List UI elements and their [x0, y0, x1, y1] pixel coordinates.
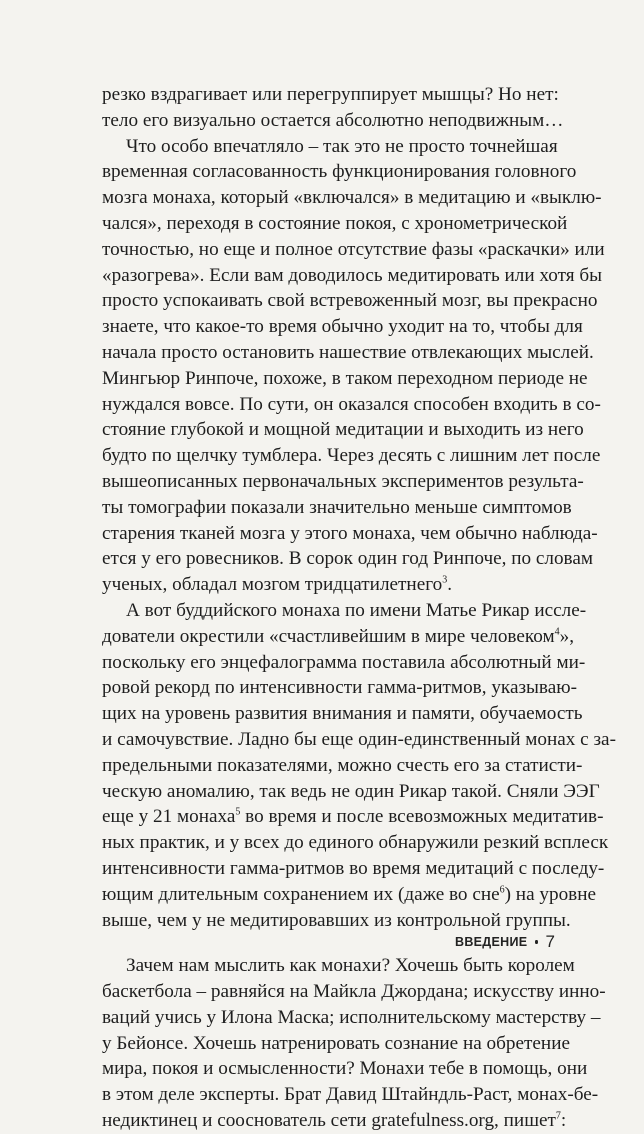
paragraph-3: [102, 598, 616, 933]
page-footer: [455, 932, 555, 952]
text-line: просто успокаивать свой встревоженный мозг, вы прекрасно: [102, 290, 598, 312]
text-line: мира, покоя и осмысленности? Монахи тебе в помощь, они: [102, 1058, 588, 1080]
text-line: ческую аномалию, так ведь не один Рикар такой. Сняли ЭЭГ: [102, 780, 600, 802]
text-line: тело его визуально остается абсолютно неподвижным…: [102, 109, 564, 131]
text-line: и самочувствие. Ладно бы еще один-единственный монах с за-: [102, 728, 616, 750]
text-line: щих на уровень развития внимания и памяти, обучаемость: [102, 703, 583, 725]
text-line: А вот буддийского монаха по имени Матье Рикар иссле-: [126, 599, 587, 621]
paragraph-1-continued: [102, 82, 564, 134]
footnote-ref-5: 5: [235, 806, 241, 818]
line-text: во время и после всевозможных медитатив-: [240, 806, 604, 828]
line-text: ученых, обладал мозгом тридцатилетнего: [102, 574, 443, 596]
text-line: вышеописанных первоначальных экспериментов результа-: [102, 470, 584, 492]
line-text: дователи окрестили «счастливейшим в мире человеком: [102, 625, 555, 647]
bullet-separator: [535, 940, 537, 944]
text-line: будто по щелчку тумблера. Через десять с лишним лет после: [102, 445, 601, 467]
text-line: [102, 882, 597, 908]
text-line: интенсивности гамма-ритмов во время медитаций с последу-: [102, 857, 605, 879]
text-line: начала просто остановить нашествие отвлекающих мыслей.: [102, 341, 594, 363]
footnote-ref-4: 4: [554, 626, 560, 638]
text-line: [102, 624, 574, 650]
text-line: поскольку его энцефалограмма поставила абсолютный ми-: [102, 651, 586, 673]
text-line: мозга монаха, который «включался» в медитацию и «выклю-: [102, 187, 602, 209]
line-text: .: [447, 574, 452, 596]
text-line: предельными показателями, можно счесть его за статисти-: [102, 754, 583, 776]
text-line: «разогрева». Если вам доводилось медитировать или хотя бы: [102, 264, 603, 286]
line-text: »,: [559, 625, 574, 647]
text-line: нуждался вовсе. По сути, он оказался способен входить в со-: [102, 393, 601, 415]
body-text: [102, 82, 616, 1134]
text-line: ных практик, и у всех до единого обнаружили резкий всплеск: [102, 832, 609, 854]
text-line: старения тканей мозга у этого монаха, чем обычно наблюда-: [102, 522, 598, 544]
text-line: баскетбола – равняйся на Майкла Джордана; искусству инно-: [102, 981, 606, 1003]
page-number: 7: [545, 932, 555, 951]
footnote-ref-3: 3: [442, 574, 448, 586]
text-line: [102, 804, 604, 830]
text-line: ты томографии показали значительно меньше симптомов: [102, 496, 572, 518]
text-line: ровой рекорд по интенсивности гамма-ритмов, указываю-: [102, 677, 577, 699]
text-line: Что особо впечатляло – так это не просто точнейшая: [126, 135, 558, 157]
paragraph-4: [102, 953, 606, 1134]
text-line: резко вздрагивает или перегруппирует мышцы? Но нет:: [102, 84, 559, 105]
line-text: :: [560, 1110, 567, 1132]
line-text: недиктинец и сооснователь сети gratefulness.org, пишет: [102, 1110, 556, 1132]
text-line: стояние глубокой и мощной медитации и выходить из него: [102, 419, 584, 441]
footnote-ref-6: 6: [499, 884, 505, 896]
text-line: [102, 572, 554, 598]
footnote-ref-7: 7: [555, 1110, 561, 1122]
paragraph-2: [102, 134, 605, 598]
text-line: у Бейонсе. Хочешь натренировать сознание на обретение: [102, 1032, 570, 1054]
line-text: ) на уровне: [504, 883, 597, 905]
text-line: знаете, что какое-то время обычно уходит на то, чтобы для: [102, 316, 583, 338]
text-line: временная согласованность функционирования головного: [102, 161, 577, 183]
text-line: ваций учись у Илона Маска; исполнительскому мастерству –: [102, 1006, 601, 1028]
running-head: ВВЕДЕНИЕ: [455, 935, 528, 949]
text-line: [102, 1108, 567, 1134]
text-line: в этом деле эксперты. Брат Давид Штайндль-Раст, монах-бе-: [102, 1084, 599, 1106]
text-line: точностью, но еще и полное отсутствие фазы «раскачки» или: [102, 238, 605, 260]
text-line: ется у его ровесников. В сорок один год Ринпоче, по словам: [102, 548, 594, 570]
line-text: еще у 21 монаха: [102, 806, 236, 828]
text-line: выше, чем у не медитировавших из контрольной группы.: [102, 909, 571, 931]
text-line: Мингьюр Ринпоче, похоже, в таком переходном периоде не: [102, 367, 588, 389]
line-text: ющим длительным сохранением их (даже во сне: [102, 883, 500, 905]
text-line: Зачем нам мыслить как монахи? Хочешь быть королем: [126, 955, 575, 977]
text-line: чался», переходя в состояние покоя, с хронометрической: [102, 212, 568, 234]
